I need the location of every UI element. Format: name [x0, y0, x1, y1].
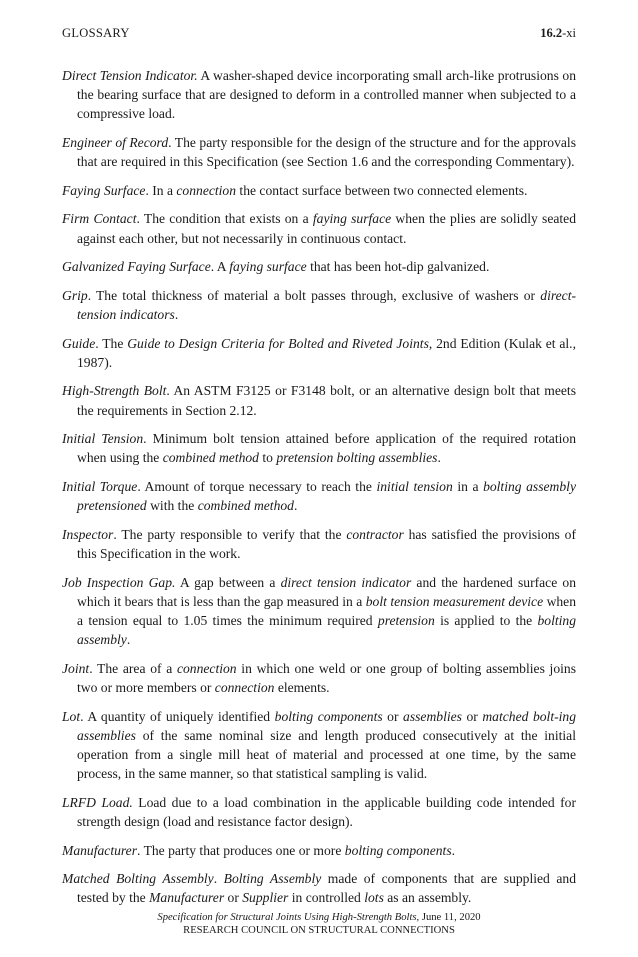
definition-text: of the same nominal size and length produced consecutively at the initial operation from a single mill heat of material and processed at one time, by the same process, in the same manner, so that statistical sampling is valid. — [77, 727, 576, 782]
glossary-body — [62, 66, 576, 917]
glossary-entry — [62, 66, 576, 124]
italic-term-reference: faying surface — [312, 211, 392, 227]
glossary-term: Galvanized Faying Surface — [62, 259, 211, 275]
glossary-term: Manufacturer — [62, 842, 138, 858]
definition-text: when the plies are solidly seated against each other, but not necessarily in continuous contact. — [77, 211, 577, 246]
italic-term-reference: Bolting Assembly — [223, 871, 322, 887]
definition-text: . The party that produces one or more — [137, 842, 345, 858]
definition-text: . The party responsible to verify that the — [113, 526, 347, 542]
glossary-term: Guide — [62, 335, 96, 351]
definition-text: elements. — [274, 679, 330, 695]
glossary-term: Grip — [62, 287, 88, 303]
italic-term-reference: Manufacturer — [149, 890, 225, 906]
italic-term-reference: bolting components — [274, 708, 383, 724]
definition-text: . The condition that exists on a — [136, 211, 313, 227]
page-number-suffix: -xi — [562, 26, 576, 40]
glossary-entry — [62, 659, 576, 697]
definition-text: . A — [210, 259, 230, 275]
definition-text: . In a — [145, 182, 177, 198]
definition-text: . A quantity of uniquely identified — [80, 708, 275, 724]
page-number-section: 16.2 — [540, 26, 563, 40]
italic-term-reference: contractor — [346, 526, 404, 542]
glossary-entry — [62, 525, 576, 563]
definition-text: as an assembly. — [383, 890, 472, 906]
italic-term-reference: direct-tension indicators — [77, 287, 576, 322]
definition-text: when a tension equal to 1.05 times the minimum required — [77, 593, 577, 628]
definition-text: . Minimum bolt tension attained before application of the required rotation when using the — [77, 431, 576, 466]
glossary-entry — [62, 477, 576, 515]
glossary-entry — [62, 573, 576, 650]
italic-term-reference: faying surface — [229, 259, 307, 275]
page-footer — [0, 911, 638, 937]
glossary-entry — [62, 209, 576, 247]
glossary-term: Joint — [62, 660, 90, 676]
italic-term-reference: matched bolt-ing assemblies — [77, 708, 576, 743]
page-header — [62, 26, 576, 41]
definition-text: . — [293, 498, 298, 514]
section-title: GLOSSARY — [62, 26, 130, 40]
glossary-entry — [62, 286, 576, 324]
italic-term-reference: direct tension indicator — [280, 574, 412, 590]
italic-term-reference: pretension — [377, 612, 435, 628]
glossary-entry — [62, 707, 576, 784]
definition-text: A gap between a — [175, 574, 281, 590]
glossary-entry — [62, 793, 576, 831]
definition-text: . — [213, 871, 224, 887]
italic-term-reference: initial tension — [376, 478, 453, 494]
definition-text: A washer-shaped device incorporating small arch-like protrusions on the bearing surface that are designed to deform in a controlled manner when subjected to a compressive load. — [77, 68, 576, 122]
definition-text: or — [382, 708, 404, 724]
glossary-entry — [62, 381, 576, 419]
glossary-term: Inspector — [62, 526, 114, 542]
definition-text: in controlled — [288, 890, 365, 906]
definition-text: . The area of a — [89, 660, 177, 676]
glossary-term: Firm Contact — [62, 211, 137, 227]
footer-citation — [0, 911, 638, 924]
italic-term-reference: combined method — [197, 498, 294, 514]
glossary-term: Lot — [62, 708, 81, 724]
definition-text: in a — [452, 478, 484, 494]
glossary-entry — [62, 257, 576, 276]
footer-title: Specification for Structural Joints Using High-Strength Bolts — [157, 912, 417, 923]
definition-text: , 2nd Edition (Kulak et al., 1987). — [77, 335, 576, 370]
italic-term-reference: pretension bolting assemblies — [276, 450, 438, 466]
italic-term-reference: connection — [176, 660, 237, 676]
definition-text: the contact surface between two connected elements. — [236, 182, 528, 198]
definition-text: . — [451, 842, 456, 858]
definition-text: with the — [146, 498, 198, 514]
definition-text: in which one weld or one group of bolting assemblies joins two or more members or — [77, 660, 576, 695]
italic-term-reference: combined method — [162, 450, 259, 466]
glossary-term: Direct Tension Indicator. — [62, 68, 198, 83]
definition-text: . — [126, 632, 131, 648]
page-number — [540, 26, 576, 41]
definition-text: or — [224, 890, 243, 906]
definition-text: is applied to the — [434, 612, 538, 628]
definition-text: . — [174, 306, 179, 322]
glossary-term: Engineer of Record — [62, 135, 169, 150]
glossary-term: Initial Tension — [62, 431, 144, 447]
definition-text: has satisfied the provisions of this Specification in the work. — [77, 526, 577, 561]
definition-text: that has been hot-dip galvanized. — [306, 259, 490, 275]
definition-text: Load due to a load combination in the applicable building code intended for strength design (load and resistance factor design). — [77, 794, 576, 829]
italic-term-reference: Guide to Design Criteria for Bolted and Riveted Joints — [127, 335, 429, 351]
glossary-entry — [62, 334, 576, 372]
italic-term-reference: bolting assembly pretensioned — [77, 478, 576, 514]
glossary-term: Faying Surface — [62, 182, 146, 198]
italic-term-reference: assemblies — [403, 708, 462, 724]
definition-text: . The total thickness of material a bolt passes through, exclusive of washers or — [87, 287, 541, 303]
definition-text: to — [258, 450, 277, 466]
italic-term-reference: connection — [214, 679, 275, 695]
glossary-entry — [62, 429, 576, 467]
glossary-entry — [62, 181, 576, 200]
definition-text: . The party responsible for the design of the structure and for the approvals that are required in this Specification (see Section 1.6 and the corresponding Commentary). — [77, 135, 577, 170]
glossary-term: High-Strength Bolt — [62, 383, 167, 399]
glossary-entry — [62, 133, 576, 171]
italic-term-reference: bolting assembly — [77, 612, 576, 648]
glossary-term: Matched Bolting Assembly — [62, 871, 214, 887]
italic-term-reference: lots — [364, 890, 384, 906]
glossary-entry — [62, 869, 576, 907]
italic-term-reference: bolt tension measurement device — [365, 593, 544, 609]
italic-term-reference: connection — [176, 182, 237, 198]
italic-term-reference: bolting components — [344, 842, 452, 858]
definition-text: . An ASTM F3125 or F3148 bolt, or an alternative design bolt that meets the requirements in Section 2.12. — [77, 383, 576, 418]
definition-text: and the hardened surface on which it bears that is less than the gap measured in a — [77, 574, 577, 609]
glossary-entry — [62, 841, 576, 860]
definition-text: . The — [95, 335, 128, 351]
italic-term-reference: Supplier — [242, 890, 289, 906]
definition-text: made of components that are supplied and tested by the — [77, 871, 576, 906]
glossary-term: LRFD Load. — [62, 794, 133, 810]
glossary-term: Job Inspection Gap. — [62, 574, 176, 590]
definition-text: . — [437, 450, 441, 466]
footer-council: RESEARCH COUNCIL ON STRUCTURAL CONNECTIONS — [183, 925, 455, 936]
definition-text: or — [461, 708, 483, 724]
glossary-term: Initial Torque — [62, 478, 138, 494]
definition-text: . Amount of torque necessary to reach the — [137, 478, 377, 494]
footer-date: , June 11, 2020 — [416, 912, 481, 923]
